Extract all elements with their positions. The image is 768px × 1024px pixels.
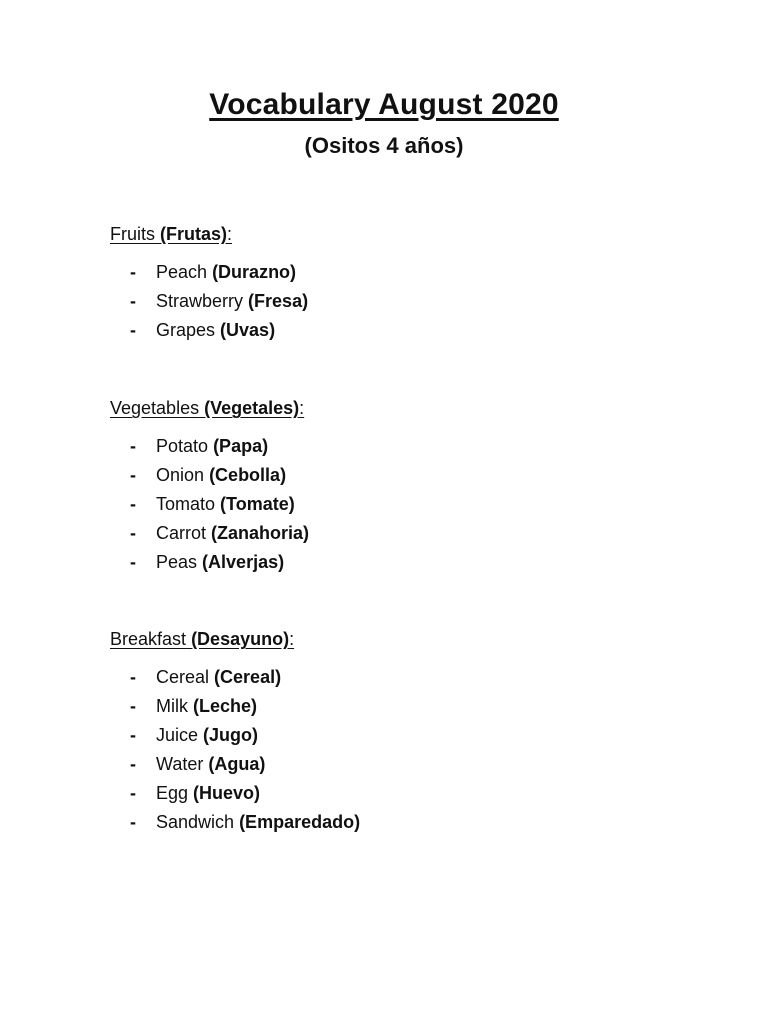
heading-spanish: (Vegetales)	[204, 398, 300, 418]
list-item	[110, 519, 670, 548]
bullet-dash: -	[130, 320, 136, 340]
bullet-dash: -	[130, 725, 136, 745]
list-item	[110, 779, 670, 808]
heading-english: Vegetables	[110, 398, 200, 418]
word-english: Onion	[156, 465, 205, 485]
section-heading-vegetables	[110, 396, 670, 420]
heading-colon: :	[227, 224, 233, 244]
list-item	[110, 721, 670, 750]
bullet-dash: -	[130, 523, 136, 543]
bullet-dash: -	[130, 812, 136, 832]
word-spanish: (Jugo)	[203, 725, 259, 745]
list-item	[110, 692, 670, 721]
word-english: Cereal	[156, 667, 210, 687]
heading-spanish: (Desayuno)	[191, 629, 290, 649]
bullet-dash: -	[130, 667, 136, 687]
word-spanish: (Agua)	[208, 754, 266, 774]
section-vegetables	[110, 396, 670, 577]
list-item	[110, 287, 670, 316]
vocab-list-fruits	[110, 258, 670, 345]
bullet-dash: -	[130, 494, 136, 514]
word-english: Strawberry	[156, 291, 244, 311]
heading-colon: :	[299, 398, 305, 418]
word-spanish: (Cebolla)	[209, 465, 287, 485]
list-item	[110, 663, 670, 692]
word-spanish: (Alverjas)	[202, 552, 285, 572]
bullet-dash: -	[130, 552, 136, 572]
bullet-dash: -	[130, 754, 136, 774]
word-english: Juice	[156, 725, 199, 745]
word-english: Milk	[156, 696, 188, 716]
page-title: Vocabulary August 2020	[209, 88, 559, 121]
word-english: Peach	[156, 262, 208, 282]
heading-english: Breakfast	[110, 629, 187, 649]
bullet-dash: -	[130, 436, 136, 456]
list-item	[110, 808, 670, 837]
word-english: Sandwich	[156, 812, 235, 832]
word-spanish: (Uvas)	[220, 320, 276, 340]
list-item	[110, 750, 670, 779]
list-item	[110, 461, 670, 490]
word-spanish: (Leche)	[193, 696, 258, 716]
word-english: Tomato	[156, 494, 216, 514]
bullet-dash: -	[130, 783, 136, 803]
word-spanish: (Zanahoria)	[211, 523, 310, 543]
word-spanish: (Fresa)	[248, 291, 309, 311]
word-english: Potato	[156, 436, 209, 456]
list-item	[110, 432, 670, 461]
heading-spanish: (Frutas)	[160, 224, 228, 244]
word-english: Carrot	[156, 523, 207, 543]
section-heading-fruits	[110, 222, 670, 246]
vocab-list-vegetables	[110, 432, 670, 577]
bullet-dash: -	[130, 262, 136, 282]
list-item	[110, 548, 670, 577]
page-subtitle: (Ositos 4 años)	[304, 133, 464, 158]
word-spanish: (Durazno)	[212, 262, 297, 282]
section-heading-breakfast	[110, 627, 670, 651]
word-spanish: (Cereal)	[214, 667, 282, 687]
heading-english: Fruits	[110, 224, 155, 244]
section-breakfast	[110, 627, 670, 837]
list-item	[110, 258, 670, 287]
word-english: Water	[156, 754, 204, 774]
word-english: Peas	[156, 552, 198, 572]
word-spanish: (Emparedado)	[239, 812, 361, 832]
bullet-dash: -	[130, 696, 136, 716]
word-english: Egg	[156, 783, 189, 803]
list-item	[110, 316, 670, 345]
vocab-list-breakfast	[110, 663, 670, 837]
list-item	[110, 490, 670, 519]
word-spanish: (Huevo)	[193, 783, 261, 803]
word-spanish: (Tomate)	[220, 494, 295, 514]
heading-colon: :	[289, 629, 295, 649]
word-spanish: (Papa)	[213, 436, 269, 456]
bullet-dash: -	[130, 291, 136, 311]
word-english: Grapes	[156, 320, 216, 340]
section-fruits	[110, 222, 670, 345]
bullet-dash: -	[130, 465, 136, 485]
